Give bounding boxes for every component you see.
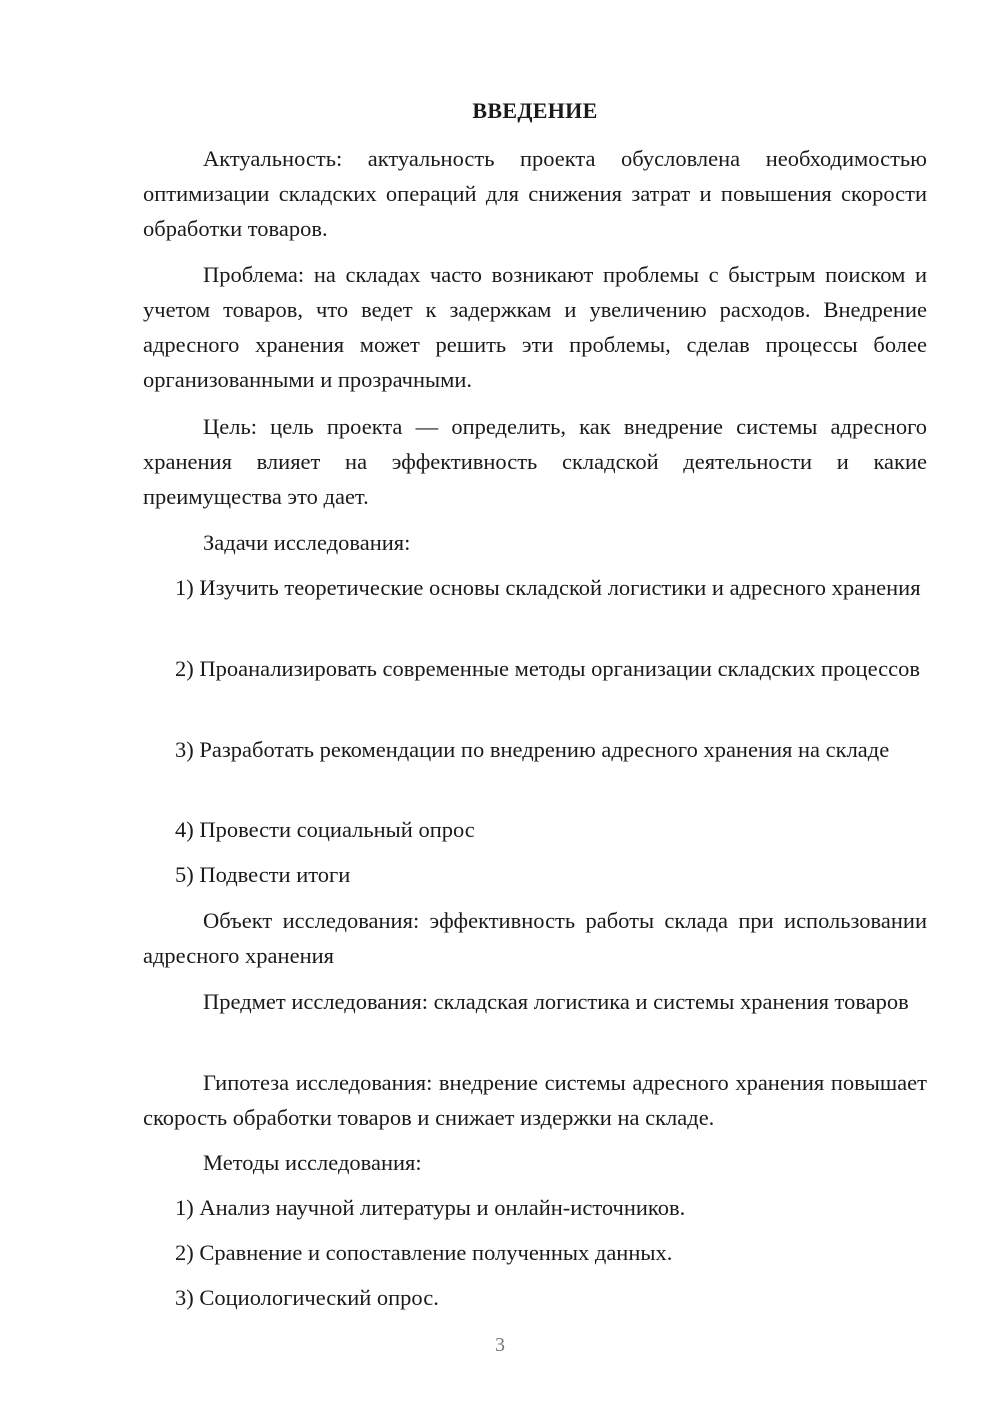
- paragraph-object: Объект исследования: эффективность работы склада при использовании адресного хранения: [143, 908, 927, 968]
- list-item: 5) Подвести итоги: [175, 862, 351, 887]
- paragraph-goal: Цель: цель проекта — определить, как внедрение системы адресного хранения влияет на эффективность складской деятельности и какие преимущества это дает.: [143, 414, 927, 509]
- list-item: 3) Социологический опрос.: [175, 1285, 439, 1310]
- page-number: 3: [495, 1334, 505, 1356]
- paragraph-subject: Предмет исследования: складская логистика и системы хранения товаров: [203, 989, 909, 1014]
- list-item: 2) Сравнение и сопоставление полученных данных.: [175, 1240, 673, 1265]
- page-title: ВВЕДЕНИЕ: [472, 98, 598, 123]
- paragraph-methods-heading: Методы исследования:: [203, 1150, 422, 1175]
- paragraph-problem: Проблема: на складах часто возникают проблемы с быстрым поиском и учетом товаров, что ведет к задержкам и увеличению расходов. Внедрение адресного хранения может решить эти проблемы, сделав процессы более организованными и прозрачными.: [143, 262, 927, 392]
- list-item: 2) Проанализировать современные методы организации складских процессов: [175, 656, 920, 681]
- list-item: 4) Провести социальный опрос: [175, 817, 475, 842]
- list-item: 1) Анализ научной литературы и онлайн-источников.: [175, 1195, 686, 1220]
- paragraph-tasks-heading: Задачи исследования:: [203, 530, 411, 555]
- list-item: 3) Разработать рекомендации по внедрению адресного хранения на складе: [175, 737, 890, 762]
- paragraph-relevance: Актуальность: актуальность проекта обусловлена необходимостью оптимизации складских операций для снижения затрат и повышения скорости обработки товаров.: [143, 146, 927, 241]
- paragraph-hypothesis: Гипотеза исследования: внедрение системы адресного хранения повышает скорость обработки товаров и снижает издержки на складе.: [143, 1070, 927, 1130]
- list-item: 1) Изучить теоретические основы складской логистики и адресного хранения: [175, 575, 921, 600]
